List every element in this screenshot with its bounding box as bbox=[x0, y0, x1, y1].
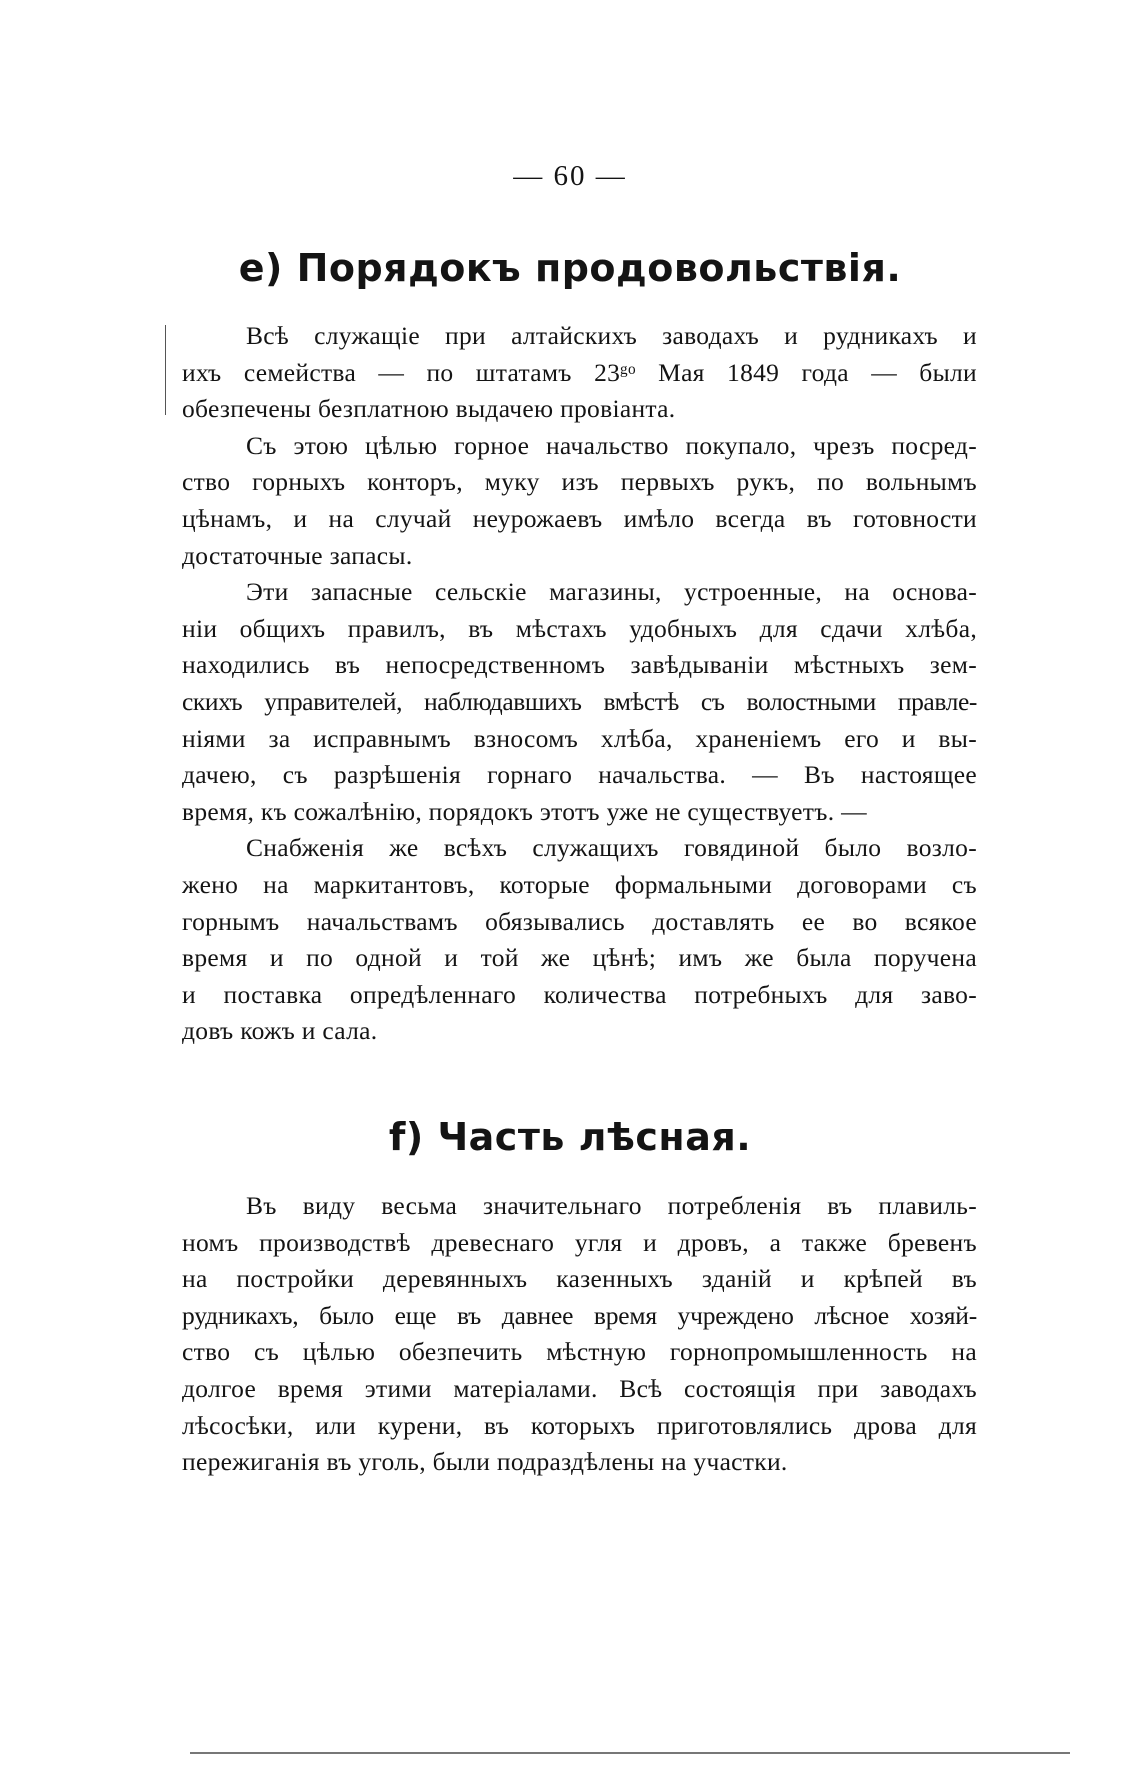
text-line: лѣсосѣки, или курени, въ которыхъ приготовлялись дрова для bbox=[182, 1410, 977, 1440]
text-line: долгое время этими матеріалами. Всѣ состоящія при заводахъ bbox=[182, 1373, 977, 1403]
text-line: дачею, съ разрѣшенія горнаго начальства. — Въ настоящее bbox=[182, 760, 977, 790]
section-heading-f: f) Часть лѣсная. bbox=[388, 1115, 752, 1159]
text-line: жено на маркитантовъ, которые формальными договорами съ bbox=[182, 869, 977, 899]
text-line: Въ виду весьма значительнаго потребленія въ плавиль- bbox=[246, 1191, 977, 1220]
section-e-body bbox=[182, 318, 977, 1050]
section-heading-e: е) Порядокъ продовольствія. bbox=[238, 246, 902, 290]
text-line: Снабженія же всѣхъ служащихъ говядиной было возло- bbox=[246, 833, 977, 863]
text-line: находились въ непосредственномъ завѣдываніи мѣстныхъ зем- bbox=[182, 650, 977, 680]
text-line: ніями за исправнымъ взносомъ хлѣба, храненіемъ его и вы- bbox=[182, 723, 977, 753]
text-line: ніи общихъ правилъ, въ мѣстахъ удобныхъ для сдачи хлѣба, bbox=[182, 613, 977, 643]
text-line: ство съ цѣлью обезпечить мѣстную горнопромышленность на bbox=[182, 1337, 977, 1367]
text-line: достаточные запасы. bbox=[182, 540, 413, 570]
text-line: скихъ управителей, наблюдавшихъ вмѣстѣ съ волостными правле- bbox=[182, 686, 977, 716]
text-line: номъ производствѣ древеснаго угля и дровъ, а также бревенъ bbox=[182, 1227, 977, 1257]
scan-bottom-edge bbox=[190, 1752, 1070, 1754]
text-line: Съ этою цѣлью горное начальство покупало, чрезъ посред- bbox=[246, 430, 977, 460]
scan-margin-mark bbox=[165, 325, 166, 415]
text-line: время и по одной и той же цѣнѣ; имъ же была поручена bbox=[182, 943, 977, 973]
text-line: довъ кожъ и сала. bbox=[182, 1016, 378, 1046]
text-line: цѣнамъ, и на случай неурожаевъ имѣло всегда въ готовности bbox=[182, 503, 977, 533]
text-line: Эти запасные сельскіе магазины, устроенные, на основа- bbox=[246, 577, 977, 607]
text-line: ство горныхъ конторъ, муку изъ первыхъ рукъ, по вольнымъ bbox=[182, 467, 977, 497]
section-f-body bbox=[182, 1188, 977, 1481]
text-line: время, къ сожалѣнію, порядокъ этотъ уже не существуетъ. — bbox=[182, 796, 867, 826]
text-line: ихъ семейства — по штатамъ 23ᵍᵒ Мая 1849 года — были bbox=[182, 357, 977, 387]
text-line: рудникахъ, было еще въ давнее время учреждено лѣсное хозяй- bbox=[182, 1300, 977, 1330]
text-line: обезпечены безплатною выдачею провіанта. bbox=[182, 394, 676, 424]
text-line: Всѣ служащіе при алтайскихъ заводахъ и рудникахъ и bbox=[246, 321, 977, 350]
text-line: горнымъ начальствамъ обязывались доставлять ее во всякое bbox=[182, 906, 977, 936]
text-line: пережиганія въ уголь, были подраздѣлены на участки. bbox=[182, 1447, 788, 1477]
text-line: и поставка опредѣленнаго количества потребныхъ для заво- bbox=[182, 979, 977, 1009]
page-number: — 60 — bbox=[513, 160, 627, 192]
text-line: на постройки деревянныхъ казенныхъ зданій и крѣпей въ bbox=[182, 1264, 977, 1294]
